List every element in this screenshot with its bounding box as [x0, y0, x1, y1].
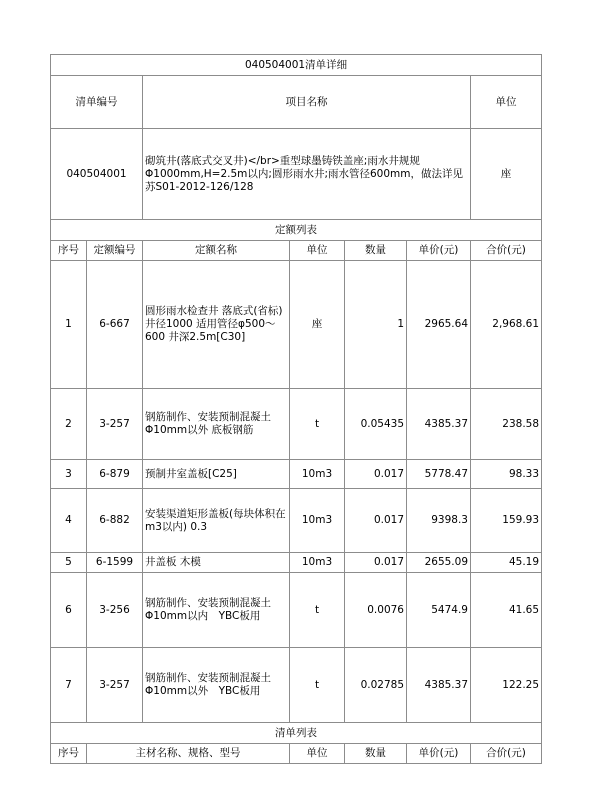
quota-unit-price: 5778.47: [407, 460, 471, 489]
bill-code-header: 清单编号: [51, 76, 143, 129]
bill-detail-table: [50, 54, 542, 764]
quota-seq: 7: [51, 648, 87, 723]
quota-total: 41.65: [471, 573, 542, 648]
bill-name-header: 项目名称: [143, 76, 471, 129]
quota-seq: 1: [51, 261, 87, 389]
material-unit-header: 单位: [290, 744, 345, 764]
quota-total: 238.58: [471, 389, 542, 460]
quota-name: 井盖板 木模: [143, 553, 290, 573]
quota-qty-header: 数量: [345, 241, 407, 261]
quota-qty: 0.017: [345, 489, 407, 553]
quota-code-header: 定额编号: [87, 241, 143, 261]
material-name-header: 主材名称、规格、型号: [87, 744, 290, 764]
quota-total: 159.93: [471, 489, 542, 553]
quota-unit-price: 4385.37: [407, 648, 471, 723]
quota-row: [51, 489, 542, 553]
quota-row: [51, 648, 542, 723]
bill-unit-header: 单位: [471, 76, 542, 129]
bill-header-row: [51, 76, 542, 129]
material-total-header: 合价(元): [471, 744, 542, 764]
bill-name: 砌筑井(落底式交叉井)</br>重型球墨铸铁盖座;雨水井规规Φ1000mm,H=2.5m以内;圆形雨水井;雨水管径600mm，做法详见苏S01-2012-126/128: [143, 129, 471, 220]
quota-unit: t: [290, 573, 345, 648]
quota-unit: t: [290, 389, 345, 460]
quota-qty: 0.05435: [345, 389, 407, 460]
bill-unit: 座: [471, 129, 542, 220]
quota-seq: 2: [51, 389, 87, 460]
quota-row: [51, 389, 542, 460]
quota-seq: 3: [51, 460, 87, 489]
quota-code: 6-1599: [87, 553, 143, 573]
quota-name: 钢筋制作、安装预制混凝土Φ10mm以内 YBC板用: [143, 573, 290, 648]
quota-row: [51, 573, 542, 648]
quota-header-row: [51, 241, 542, 261]
quota-qty: 0.017: [345, 553, 407, 573]
quota-unit-price: 2965.64: [407, 261, 471, 389]
quota-code: 3-256: [87, 573, 143, 648]
material-header-row: [51, 744, 542, 764]
material-unit-price-header: 单价(元): [407, 744, 471, 764]
quota-qty: 0.02785: [345, 648, 407, 723]
quota-name: 安装渠道矩形盖板(每块体积在m3以内) 0.3: [143, 489, 290, 553]
quota-total: 2,968.61: [471, 261, 542, 389]
quota-name-header: 定额名称: [143, 241, 290, 261]
quota-total: 45.19: [471, 553, 542, 573]
quota-qty: 1: [345, 261, 407, 389]
quota-seq-header: 序号: [51, 241, 87, 261]
quota-unit-header: 单位: [290, 241, 345, 261]
quota-unit-price: 9398.3: [407, 489, 471, 553]
quota-total: 98.33: [471, 460, 542, 489]
bill-row: [51, 129, 542, 220]
quota-seq: 6: [51, 573, 87, 648]
quota-row: [51, 460, 542, 489]
quota-code: 3-257: [87, 648, 143, 723]
bill-code: 040504001: [51, 129, 143, 220]
quota-section-title: 定额列表: [51, 220, 542, 241]
quota-row: [51, 553, 542, 573]
quota-code: 6-879: [87, 460, 143, 489]
quota-unit: 座: [290, 261, 345, 389]
quota-unit-price: 5474.9: [407, 573, 471, 648]
quota-unit: 10m3: [290, 553, 345, 573]
quota-total-header: 合价(元): [471, 241, 542, 261]
quota-name: 圆形雨水检查井 落底式(省标)井径1000 适用管径φ500～600 井深2.5m[C30]: [143, 261, 290, 389]
quota-qty: 0.017: [345, 460, 407, 489]
quota-row: [51, 261, 542, 389]
quota-unit-price: 2655.09: [407, 553, 471, 573]
quota-code: 6-882: [87, 489, 143, 553]
quota-qty: 0.0076: [345, 573, 407, 648]
material-section-title: 清单列表: [51, 723, 542, 744]
material-seq-header: 序号: [51, 744, 87, 764]
quota-code: 6-667: [87, 261, 143, 389]
quota-unit: 10m3: [290, 489, 345, 553]
quota-code: 3-257: [87, 389, 143, 460]
quota-seq: 4: [51, 489, 87, 553]
quota-name: 钢筋制作、安装预制混凝土Φ10mm以外 YBC板用: [143, 648, 290, 723]
table-title: 040504001清单详细: [51, 55, 542, 76]
quota-name: 钢筋制作、安装预制混凝土Φ10mm以外 底板钢筋: [143, 389, 290, 460]
quota-unit: 10m3: [290, 460, 345, 489]
quota-name: 预制井室盖板[C25]: [143, 460, 290, 489]
quota-unit-price: 4385.37: [407, 389, 471, 460]
material-qty-header: 数量: [345, 744, 407, 764]
quota-seq: 5: [51, 553, 87, 573]
quota-unit: t: [290, 648, 345, 723]
quota-unit-price-header: 单价(元): [407, 241, 471, 261]
quota-total: 122.25: [471, 648, 542, 723]
